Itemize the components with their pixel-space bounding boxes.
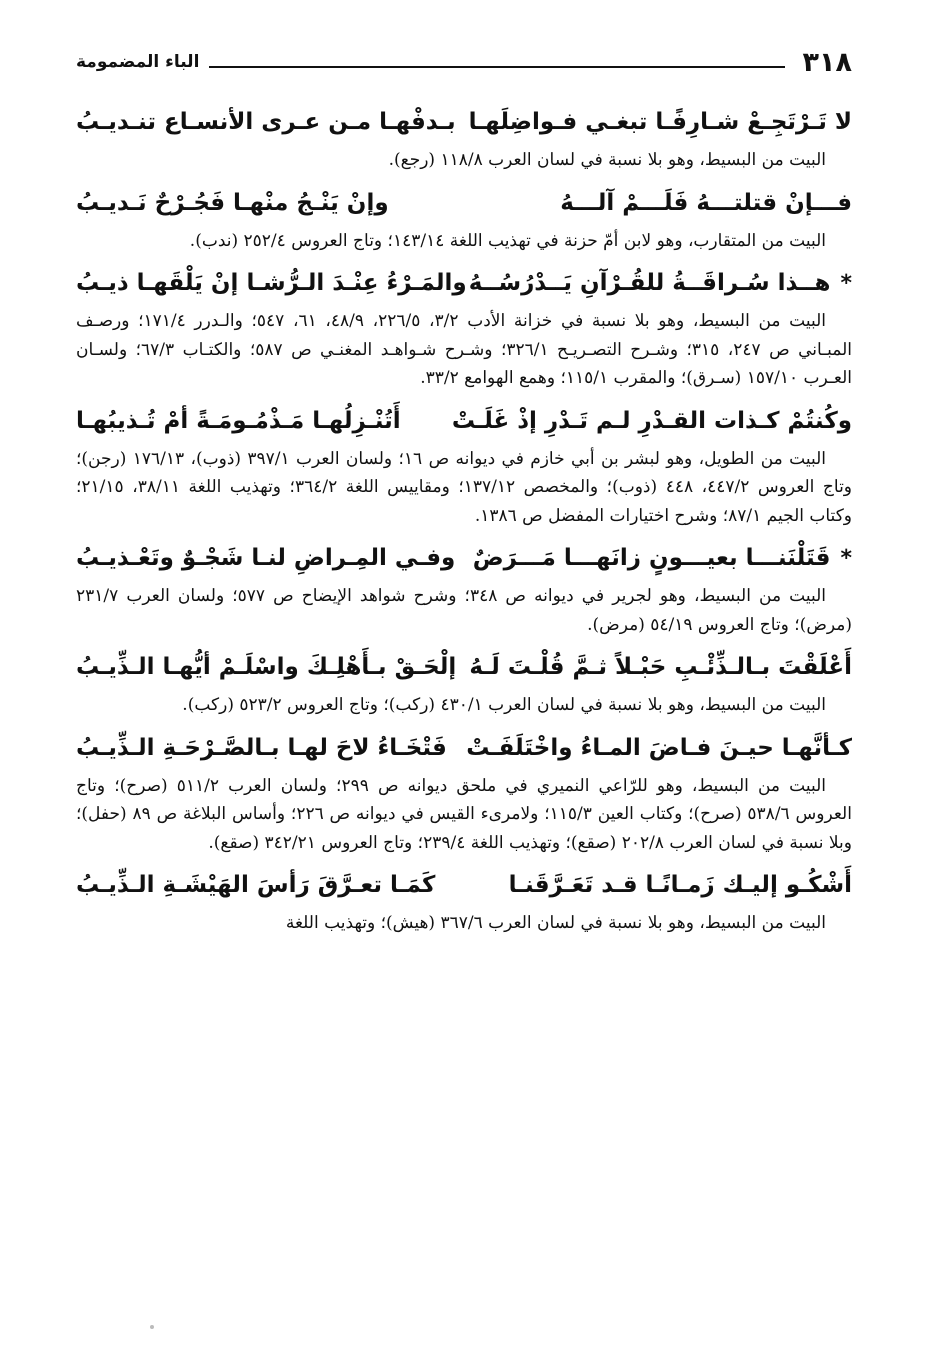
verse-line: [76, 724, 852, 772]
verse-line: [76, 98, 852, 146]
second-hemistich: [76, 654, 456, 680]
first-hemistich-text: أَعْلَقْتَ بـالـذِّئْـبِ حَبْـلاً ثـمَّ قُلْـتَ لَـهُ: [469, 654, 852, 680]
verse-note: البيت من البسيط، وهو لجرير في ديوانه ص ٣٤٨؛ وشرح شواهد الإيضاح ص ٥٧٧؛ ولسان العرب ٢٣١/٧ (مرض)؛ وتاج العروس ٥٤/١٩ (مرض).: [76, 586, 852, 635]
verse-note: البيت من المتقارب، وهو لابن أمّ حزنة في تهذيب اللغة ١٤٣/١٤؛ وتاج العروس ٢٥٢/٤ (ندب).: [189, 230, 826, 251]
verse-note: البيت من البسيط، وهو بلا نسبة في خزانة الأدب ٣/٢، ٢٢٦/٥، ٤٨/٩، ٦١، ٥٤٧؛ والـدرر ١٧١/٤؛ ورصـف المبـاني ص ٢٤٧، ٣١٥؛ وشـرح التصـريـح ٣٢٦/١؛ وشـرح شـواهـد المغنـي ص ٥٨٧؛ والكتـاب ٦٧/٣؛ ولسـان العـرب ١٥٧/١٠ (سـرق)؛ والمقرب ١١٥/١؛ وهمع الهوامع ٣٣/٢.: [76, 311, 852, 388]
first-hemistich-text: هــذا سُـراقَــةُ للقُـرْآنِ يَــدْرُسُــهُ: [468, 270, 831, 296]
second-hemistich-text: فَتْخَـاءُ لاحَ لهـا بـالصَّـرْحَـةِ الـذِّيـبُ: [76, 734, 447, 761]
verse-line: [76, 259, 852, 307]
verse-line: [76, 534, 852, 582]
verse-entry: [76, 397, 852, 531]
star-marker: *: [840, 545, 852, 571]
verse-note: البيت من البسيط، وهو للرّاعي النميري في ملحق ديوانه ص ٢٩٩؛ ولسان العرب ٥١١/٢ (صرح)؛ وتاج العروس ٥٣٨/٦ (صرح)؛ وكتاب العين ١١٥/٣؛ ولامرىء القيس في ديوانه ص ٢٢٦؛ وأساس البلاغة ص ٨٩ (حفل)؛ وبلا نسبة في لسان العرب ٢٠٢/٨ (صقع)؛ وتهذيب اللغة ٢٣٩/٤؛ وتاج العروس ٣٤٢/٢١ (صقع).: [76, 775, 852, 853]
second-hemistich-text: إلْحَـقْ بـأَهْلِـكَ واسْلَـمْ أيُّهـا الـذِّيـبُ: [76, 654, 457, 680]
first-hemistich: [509, 872, 852, 898]
page-speck: [150, 1325, 154, 1329]
first-hemistich-text: وكُنتُمْ كـذات القـدْرِ لـم تَـدْرِ إذْ غَلَـتْ: [451, 407, 852, 434]
first-hemistich: [473, 545, 852, 571]
verse-entry: [76, 259, 852, 393]
verse-entry: [76, 643, 852, 720]
verse-line: [76, 179, 852, 227]
verse-entry: [76, 724, 852, 858]
first-hemistich: [560, 190, 852, 216]
first-hemistich: [469, 270, 852, 296]
second-hemistich-text: وإنْ يَنْـجُ منْهـا فَجُـرْحٌ نَـديـبُ: [76, 189, 389, 216]
second-hemistich-text: بـدفْهـا مـن عـرى الأنسـاع تنـديـبُ: [76, 109, 456, 135]
verse-note: البيت من الطويل، وهو لبشر بن أبي خازم في ديوانه ص ١٦؛ ولسان العرب ٣٩٧/١ (ذوب)، ١٧٦/١٣ (رجن)؛ وتاج العروس ٤٤٧/٢، ٤٤٨ (ذوب)؛ والمخصص ١٣٧/١٢؛ ومقاييس اللغة ٣٦٤/٢؛ وتهذيب اللغة ٣٨/١١، ٢١/١٥؛ وكتاب الجيم ٨٧/١؛ وشرح اختيارات المفضل ص ١٣٨٦.: [76, 448, 853, 526]
verse-line: [76, 643, 852, 691]
verse-entry: [76, 179, 852, 256]
verse-entry: [76, 98, 852, 175]
first-hemistich-text: فـــإنْ قتلتـــهُ فَلَـــمْ آلـــهُ: [560, 189, 852, 216]
first-hemistich: [466, 735, 852, 761]
first-hemistich: [469, 109, 852, 135]
page-number: ٣١٨: [802, 46, 852, 78]
first-hemistich-text: كـأنَّهـا حيـنَ فـاضَ المـاءُ واخْتَلَفَـتْ: [466, 734, 852, 761]
first-hemistich-text: قَتَلْنَنـــا بعيـــونٍ زانَهـــا مَـــرَضٌ: [472, 545, 831, 571]
second-hemistich: [76, 109, 456, 135]
first-hemistich: [452, 408, 852, 434]
second-hemistich-text: كَمَـا تعـرَّقَ رَأسَ الهَيْشَـةِ الـذِّيـبُ: [76, 872, 436, 898]
verse-line: [76, 861, 852, 909]
second-hemistich-text: وفـي المِـراضِ لنـا شَجْـوٌ وتَعْـذيـبُ: [76, 545, 456, 571]
first-hemistich: [469, 654, 852, 680]
second-hemistich: [76, 735, 447, 761]
section-title: الباء المضمومة: [76, 52, 200, 72]
second-hemistich-text: أَتُنْـزِلُهـا مَـذْمُـومَـةً أمْ تُـذيبُهـا: [76, 407, 401, 434]
star-marker: *: [840, 270, 852, 296]
second-hemistich: [76, 190, 389, 216]
verse-note: البيت من البسيط، وهو بلا نسبة في لسان العرب ٣٦٧/٦ (هيش)؛ وتهذيب اللغة: [285, 913, 826, 933]
verse-note: البيت من البسيط، وهو بلا نسبة في لسان العرب ١١٨/٨ (رجع).: [388, 150, 826, 170]
verse-entry: [76, 534, 852, 639]
first-hemistich-text: لا تَـرْتَجِـعْ شـارِفًـا تبغـي فـواضِلَهـا: [468, 109, 852, 135]
first-hemistich-text: أَشْكُـو إليـك زَمـانًـا قـد تَعَـرَّقَنـا: [508, 872, 852, 898]
second-hemistich: [76, 872, 435, 898]
second-hemistich: [76, 545, 455, 571]
page-header: [76, 40, 852, 84]
verse-note: البيت من البسيط، وهو بلا نسبة في لسان العرب ٤٣٠/١ (ركب)؛ وتاج العروس ٥٢٣/٢ (ركب).: [182, 695, 826, 715]
second-hemistich: [76, 270, 467, 296]
second-hemistich: [76, 408, 401, 434]
verse-entry: [76, 861, 852, 938]
second-hemistich-text: والمَـرْءُ عِنْـدَ الـرُّشـا إنْ يَلْقَهـا ذيـبُ: [76, 270, 467, 296]
verse-line: [76, 397, 852, 445]
header-rule: [209, 66, 784, 68]
entries-list: [76, 98, 852, 938]
